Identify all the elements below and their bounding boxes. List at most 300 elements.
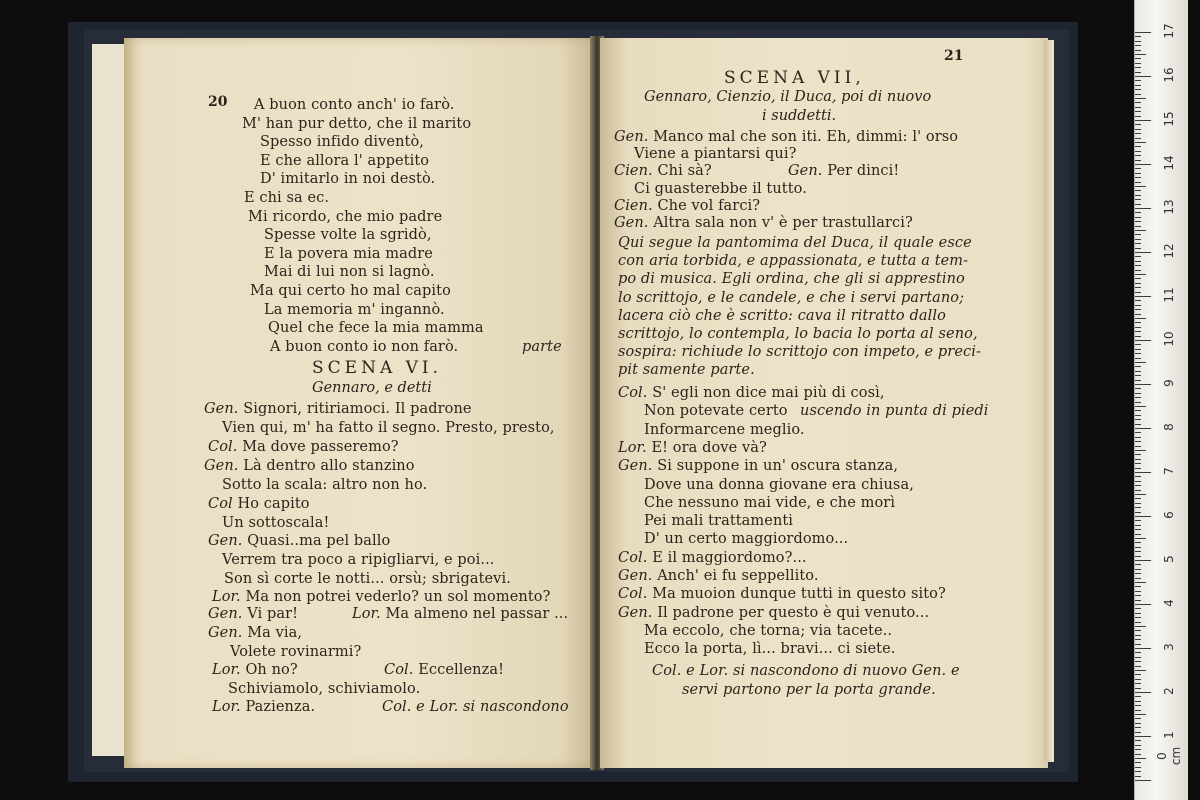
verse-line: M' han pur detto, che il marito <box>242 115 472 132</box>
speaker-name: Col <box>208 496 233 512</box>
ruler-tick <box>1135 604 1151 605</box>
line-text: Il padrone per questo è qui venuto... <box>657 604 930 621</box>
ruler-tick <box>1135 459 1141 460</box>
left-page <box>124 38 594 768</box>
ruler-tick <box>1135 67 1141 68</box>
line-text: Ma muoion dunque tutti in questo sito? <box>652 586 946 603</box>
ruler-tick <box>1135 358 1141 359</box>
line-text: Volete rovinarmi? <box>230 644 362 660</box>
ruler-tick <box>1135 173 1141 174</box>
ruler-tick <box>1135 353 1141 354</box>
ruler-number: 13 <box>1162 199 1176 215</box>
speaker-name: Col. <box>618 549 648 566</box>
ruler-tick <box>1135 622 1141 623</box>
text-line: lacera ciò che è scritto: cava il ritratto dallo <box>618 307 946 324</box>
text-line <box>618 457 898 476</box>
line-text: Manco mal che son iti. Eh, dimmi: l' orso <box>653 129 959 145</box>
ruler-tick <box>1135 256 1141 257</box>
line-text: Verrem tra poco a ripigliarvi, e poi... <box>222 552 495 568</box>
verse-line: Quel che fece la mia mamma <box>268 320 484 337</box>
ruler-tick <box>1135 243 1141 244</box>
speaker-name: Gen. <box>208 606 243 622</box>
verse-line: E chi sa ec. <box>244 190 330 206</box>
ruler-tick <box>1135 36 1141 37</box>
ruler-tick <box>1135 292 1141 293</box>
ruler-tick <box>1135 666 1141 667</box>
measuring-ruler <box>1134 0 1188 800</box>
ruler-tick <box>1135 635 1141 636</box>
line-text: Vien qui, m' ha fatto il segno. Presto, presto, <box>222 420 555 436</box>
speaker-name: Cien. <box>614 163 653 180</box>
line-text: Quasi..ma pel ballo <box>247 533 391 549</box>
ruler-tick <box>1135 415 1141 416</box>
ruler-tick <box>1135 322 1141 323</box>
text-line <box>222 551 495 570</box>
line-text: Un sottoscala! <box>222 515 330 531</box>
line-text: Signori, ritiriamoci. Il padrone <box>243 401 472 417</box>
inline-line: Lor. Ma almeno nel passar ... <box>352 606 569 622</box>
ruler-number: 15 <box>1162 111 1176 127</box>
ruler-tick <box>1135 182 1141 183</box>
ruler-tick <box>1135 129 1141 130</box>
line-text: Che vol farci? <box>657 197 761 214</box>
ruler-tick <box>1135 248 1141 249</box>
text-line <box>614 214 913 233</box>
ruler-tick <box>1135 419 1141 420</box>
ruler-tick <box>1135 701 1141 702</box>
ruler-tick <box>1135 534 1141 535</box>
ruler-tick <box>1135 683 1141 684</box>
ruler-tick <box>1135 111 1141 112</box>
page-number-right: 21 <box>944 48 964 64</box>
ruler-tick <box>1135 529 1141 530</box>
ruler-tick <box>1135 388 1141 389</box>
ruler-tick <box>1135 102 1141 103</box>
ruler-tick <box>1135 705 1141 706</box>
ruler-number: 16 <box>1162 67 1176 83</box>
line-text: Viene a piantarsi qui? <box>634 146 797 163</box>
ruler-tick <box>1135 446 1141 447</box>
ruler-tick <box>1135 362 1146 363</box>
text-line: sospira: richiude lo scrittojo con impeto, e preci- <box>618 344 981 361</box>
ruler-tick <box>1135 674 1141 675</box>
ruler-tick <box>1135 344 1141 345</box>
ruler-tick <box>1135 283 1141 284</box>
text-line <box>644 530 848 549</box>
text-line <box>634 180 807 199</box>
text-line <box>644 421 805 440</box>
inline-line: Gen. Per dinci! <box>788 163 900 179</box>
ruler-tick <box>1135 327 1141 328</box>
text-line <box>618 384 885 403</box>
ruler-tick <box>1135 177 1141 178</box>
text-line <box>222 514 329 533</box>
speaker-name: Gen. <box>208 533 243 549</box>
text-line: pit samente parte. <box>618 362 755 379</box>
ruler-tick <box>1135 402 1141 403</box>
ruler-tick <box>1135 688 1141 689</box>
text-line <box>644 402 788 421</box>
ruler-tick <box>1135 538 1146 539</box>
speaker-name: Cien. <box>614 197 653 214</box>
ruler-tick <box>1135 63 1141 64</box>
scene-cast-vii: Gennaro, Cienzio, il Duca, poi di nuovo <box>644 89 932 105</box>
ruler-tick <box>1135 503 1141 504</box>
ruler-tick <box>1135 736 1151 737</box>
ruler-tick <box>1135 463 1141 464</box>
ruler-tick <box>1135 520 1141 521</box>
ruler-tick <box>1135 714 1146 715</box>
text-line <box>644 476 914 495</box>
text-line <box>204 400 472 419</box>
line-text: Ma non potrei vederlo? un sol momento? <box>245 589 551 605</box>
scene-heading-vii: SCENA VII, <box>724 68 865 88</box>
ruler-tick <box>1135 745 1141 746</box>
ruler-tick <box>1135 32 1151 33</box>
speaker-name: Gen. <box>204 401 239 417</box>
ruler-tick <box>1135 670 1146 671</box>
ruler-tick <box>1135 239 1141 240</box>
ruler-tick <box>1135 542 1141 543</box>
speaker-name: Gen. <box>614 129 649 145</box>
ruler-tick <box>1135 41 1141 42</box>
ruler-tick <box>1135 617 1141 618</box>
ruler-tick <box>1135 450 1146 451</box>
speaker-name: Lor. <box>212 699 241 715</box>
ruler-tick <box>1135 639 1141 640</box>
text-line: scrittojo, lo contempla, lo bacia lo porta al seno, <box>618 326 978 342</box>
text-line: con aria torbida, e appassionata, e tutta a tem- <box>618 253 969 270</box>
ruler-tick <box>1135 199 1141 200</box>
ruler-tick <box>1135 657 1141 658</box>
text-line <box>204 457 415 476</box>
ruler-tick <box>1135 551 1141 552</box>
text-line <box>224 570 511 589</box>
line-text: Chi sà? <box>657 163 712 180</box>
ruler-number: 10 <box>1162 331 1176 347</box>
ruler-tick <box>1135 498 1141 499</box>
ruler-number: 9 <box>1162 379 1176 387</box>
ruler-tick <box>1135 186 1146 187</box>
ruler-tick <box>1135 749 1141 750</box>
text-line <box>644 494 895 513</box>
text-line <box>618 549 807 568</box>
ruler-tick <box>1135 107 1141 108</box>
speaker-name: Lor. <box>618 439 647 456</box>
stage-direction-inline: Col. e Lor. si nascondono <box>382 699 569 715</box>
ruler-tick <box>1135 406 1146 407</box>
ruler-tick <box>1135 226 1141 227</box>
ruler-tick <box>1135 58 1141 59</box>
ruler-number: 7 <box>1162 467 1176 475</box>
verse-line: A buon conto io non farò. <box>270 338 459 355</box>
ruler-tick <box>1135 762 1141 763</box>
ruler-tick <box>1135 397 1141 398</box>
line-text: S' egli non dice mai più di così, <box>652 385 885 401</box>
ruler-tick <box>1135 485 1141 486</box>
speaker-name: Gen. <box>204 458 239 474</box>
ruler-tick <box>1135 600 1141 601</box>
line-text: D' un certo maggiordomo... <box>644 531 849 548</box>
ruler-tick <box>1135 160 1141 161</box>
ruler-tick <box>1135 648 1151 649</box>
ruler-number: 8 <box>1162 423 1176 431</box>
ruler-tick <box>1135 437 1141 438</box>
ruler-tick <box>1135 644 1141 645</box>
ruler-tick <box>1135 309 1141 310</box>
ruler-tick <box>1135 692 1151 693</box>
text-line <box>618 439 767 458</box>
ruler-tick <box>1135 380 1141 381</box>
page-number-left: 20 <box>208 94 228 110</box>
ruler-tick <box>1135 164 1151 165</box>
text-line <box>212 661 298 680</box>
ruler-tick <box>1135 573 1141 574</box>
verse-line: Ma qui certo ho mal capito <box>250 283 451 299</box>
ruler-tick <box>1135 718 1141 719</box>
ruler-tick <box>1135 481 1141 482</box>
speaker-name: Lor. <box>212 662 241 678</box>
ruler-tick <box>1135 630 1141 631</box>
ruler-tick <box>1135 754 1141 755</box>
ruler-tick <box>1135 626 1146 627</box>
text-line <box>208 438 399 457</box>
ruler-tick <box>1135 556 1141 557</box>
text-line <box>208 532 390 551</box>
exit-note: parte <box>522 339 562 355</box>
ruler-tick <box>1135 45 1141 46</box>
inline-line: Gen. Ma via, <box>208 625 303 641</box>
ruler-number: 11 <box>1162 287 1176 303</box>
speaker-name: Gen. <box>618 604 653 621</box>
ruler-tick <box>1135 265 1141 266</box>
text-line: Col. e Lor. si nascondono di nuovo Gen. e <box>652 663 960 679</box>
verse-line: D' imitarlo in noi destò. <box>260 171 436 188</box>
ruler-tick <box>1135 384 1151 385</box>
ruler-tick <box>1135 767 1141 768</box>
ruler-tick <box>1135 98 1146 99</box>
text-line <box>228 680 420 699</box>
ruler-tick <box>1135 613 1141 614</box>
ruler-tick <box>1135 278 1141 279</box>
verse-line: Mai di lui non si lagnò. <box>264 264 435 281</box>
verse-line: E la povera mia madre <box>264 245 433 262</box>
ruler-tick <box>1135 230 1146 231</box>
ruler-tick <box>1135 776 1141 777</box>
inline-line: Col. Eccellenza! <box>384 662 505 678</box>
ruler-tick <box>1135 547 1141 548</box>
text-line <box>230 643 361 662</box>
ruler-tick <box>1135 72 1141 73</box>
ruler-tick <box>1135 428 1151 429</box>
text-line <box>644 622 892 641</box>
ruler-tick <box>1135 661 1141 662</box>
text-line <box>618 585 946 604</box>
text-line <box>644 512 793 531</box>
ruler-tick <box>1135 441 1141 442</box>
speaker-name: Gen. <box>618 568 653 584</box>
line-text: E il maggiordomo?... <box>652 549 807 566</box>
ruler-tick <box>1135 340 1151 341</box>
ruler-tick <box>1135 252 1151 253</box>
ruler-tick <box>1135 142 1146 143</box>
verse-line: Mi ricordo, che mio padre <box>248 208 443 225</box>
ruler-tick <box>1135 490 1141 491</box>
ruler-tick <box>1135 85 1141 86</box>
scene-heading-vi: SCENA VI. <box>312 358 443 378</box>
ruler-tick <box>1135 151 1141 152</box>
ruler-tick <box>1135 564 1141 565</box>
line-text: Non potevate certo <box>644 403 788 420</box>
text-line: lo scrittojo, e le candele, e che i servi partano; <box>618 289 965 306</box>
ruler-tick <box>1135 120 1151 121</box>
line-text: Che nessuno mai vide, e che morì <box>644 494 896 511</box>
ruler-tick <box>1135 652 1141 653</box>
speaker-name: Col. <box>208 439 238 455</box>
ruler-tick <box>1135 780 1151 781</box>
line-text: Schiviamolo, schiviamolo. <box>228 681 421 697</box>
ruler-tick <box>1135 234 1141 235</box>
ruler-tick <box>1135 314 1141 315</box>
ruler-tick <box>1135 569 1141 570</box>
ruler-tick <box>1135 168 1141 169</box>
scene-cast-vii-cont: i suddetti. <box>762 108 837 124</box>
ruler-tick <box>1135 349 1141 350</box>
ruler-tick <box>1135 270 1141 271</box>
ruler-number: 17 <box>1162 23 1176 39</box>
ruler-tick <box>1135 723 1141 724</box>
text-line <box>212 588 550 607</box>
ruler-tick <box>1135 54 1146 55</box>
ruler-tick <box>1135 727 1141 728</box>
ruler-tick <box>1135 217 1141 218</box>
ruler-tick <box>1135 318 1146 319</box>
ruler-number: 12 <box>1162 243 1176 259</box>
ruler-tick <box>1135 331 1141 332</box>
ruler-tick <box>1135 472 1151 473</box>
ruler-number: 2 <box>1162 687 1176 695</box>
ruler-tick <box>1135 710 1141 711</box>
line-text: Là dentro allo stanzino <box>243 458 415 474</box>
ruler-tick <box>1135 300 1141 301</box>
verse-line: Spesse volte la sgridò, <box>264 227 432 244</box>
ruler-tick <box>1135 296 1151 297</box>
verse-line: La memoria m' ingannò. <box>264 301 445 318</box>
ruler-number: 3 <box>1162 643 1176 651</box>
line-text: Pazienza. <box>245 699 316 715</box>
ruler-tick <box>1135 476 1141 477</box>
line-text: Ma dove passeremo? <box>242 439 399 455</box>
ruler-number: 6 <box>1162 511 1176 519</box>
ruler-tick <box>1135 771 1141 772</box>
ruler-tick <box>1135 468 1141 469</box>
ruler-tick <box>1135 507 1141 508</box>
line-text: Sotto la scala: altro non ho. <box>222 477 428 493</box>
text-line <box>614 162 712 181</box>
ruler-tick <box>1135 204 1141 205</box>
ruler-tick <box>1135 371 1141 372</box>
line-text: Son sì corte le notti... orsù; sbrigatevi. <box>224 571 511 587</box>
line-text: Anch' ei fu seppellito. <box>657 568 819 584</box>
text-line <box>614 128 958 147</box>
ruler-tick <box>1135 494 1146 495</box>
ruler-tick <box>1135 76 1151 77</box>
ruler-tick <box>1135 758 1146 759</box>
ruler-tick <box>1135 261 1141 262</box>
text-line <box>634 145 796 164</box>
ruler-tick <box>1135 124 1141 125</box>
ruler-tick <box>1135 432 1141 433</box>
ruler-tick <box>1135 679 1141 680</box>
right-page <box>600 38 1048 768</box>
line-text: E! ora dove và? <box>651 439 767 456</box>
ruler-unit-label: 0 cm <box>1155 746 1183 766</box>
ruler-tick <box>1135 375 1141 376</box>
text-line: po di musica. Egli ordina, che gli si apprestino <box>618 271 965 288</box>
ruler-tick <box>1135 336 1141 337</box>
speaker-name: Gen. <box>618 458 653 475</box>
ruler-tick <box>1135 410 1141 411</box>
line-text: Ho capito <box>237 496 310 512</box>
text-line: servi partono per la porta grande. <box>682 682 936 698</box>
line-text: Ecco la porta, lì... bravi... ci siete. <box>644 641 896 658</box>
ruler-tick <box>1135 366 1141 367</box>
ruler-tick <box>1135 138 1141 139</box>
line-text: Ma eccolo, che torna; via tacete.. <box>644 622 893 639</box>
ruler-tick <box>1135 116 1141 117</box>
ruler-tick <box>1135 133 1141 134</box>
page-edge <box>1044 40 1054 762</box>
ruler-tick <box>1135 578 1141 579</box>
ruler-tick <box>1135 195 1141 196</box>
ruler-tick <box>1135 89 1141 90</box>
speaker-name: Gen. <box>614 215 649 231</box>
speaker-name: Col. <box>618 385 648 401</box>
text-line <box>618 604 929 623</box>
ruler-tick <box>1135 582 1146 583</box>
ruler-number: 1 <box>1162 731 1176 739</box>
ruler-tick <box>1135 516 1151 517</box>
text-line <box>208 605 298 624</box>
ruler-tick <box>1135 586 1141 587</box>
ruler-tick <box>1135 305 1141 306</box>
ruler-tick <box>1135 155 1141 156</box>
ruler-tick <box>1135 525 1141 526</box>
ruler-tick <box>1135 146 1141 147</box>
line-text: Informarcene meglio. <box>644 421 805 438</box>
ruler-tick <box>1135 208 1151 209</box>
ruler-tick <box>1135 595 1141 596</box>
verse-line: E che allora l' appetito <box>260 152 430 169</box>
ruler-tick <box>1135 221 1141 222</box>
line-text: Vi par! <box>247 606 299 622</box>
ruler-tick <box>1135 454 1141 455</box>
ruler-number: 5 <box>1162 555 1176 563</box>
ruler-tick <box>1135 80 1141 81</box>
line-text: Pei mali trattamenti <box>644 513 794 530</box>
ruler-tick <box>1135 287 1141 288</box>
line-text: Altra sala non v' è per trastullarci? <box>653 215 913 231</box>
ruler-tick <box>1135 393 1141 394</box>
ruler-number: 4 <box>1162 599 1176 607</box>
line-text: Ci guasterebbe il tutto. <box>634 180 807 197</box>
ruler-tick <box>1135 512 1141 513</box>
ruler-tick <box>1135 560 1151 561</box>
ruler-tick <box>1135 591 1141 592</box>
text-line <box>222 419 555 438</box>
text-line <box>614 197 760 216</box>
ruler-tick <box>1135 50 1141 51</box>
